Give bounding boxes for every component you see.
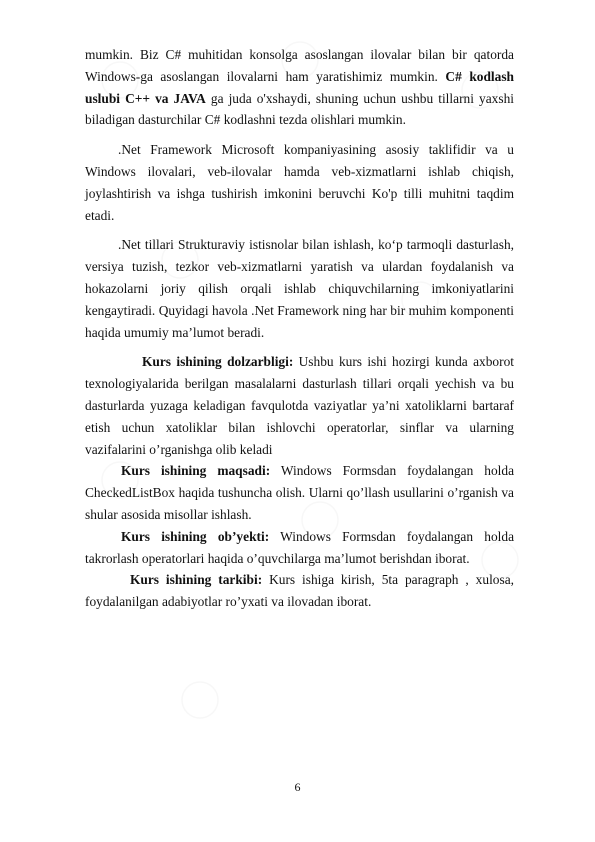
paragraph-net-framework: .Net Framework Microsoft kompaniyasining asosiy taklifidir va u Windows ilovalari, veb-ilovalar hamda veb-xizmatlarni ishlab chiqish, joylashtirish va ishga tushirish imkonini beruvchi Ko'p tilli muhitni taqdim etadi. [85, 142, 514, 223]
structure-heading: Kurs ishining tarkibi: [130, 572, 263, 588]
paragraph-object: Kurs ishining ob’yekti: Windows Formsdan foydalangan holda takrorlash operatorlari haqida o’quvchilarga ma’lumot berishdan iborat. [85, 528, 515, 566]
goal-heading: Kurs ishining maqsadi: [121, 463, 271, 479]
paragraph-relevance: Kurs ishining dolzarbligi: Ushbu kurs ishi hozirgi kunda axborot texnologiyalarida berilgan masalalarni dasturlash tillari orqali yechish va bu dasturlarda yuzaga keladigan favqulotda vaziyatlar ya’ni xatoliklarni bartaraf etish uchun xatoliklar bilan ishlovchi operatorlar, sinflar va ularning vazifalarini o’rganishga olib keladi [85, 354, 514, 457]
document-body [85, 44, 514, 613]
object-heading: Kurs ishining ob’yekti: [121, 528, 270, 544]
paragraph-intro: mumkin. Biz C# muhitidan konsolga asoslangan ilovalar bilan bir qatorda Windows-ga asoslangan ilovalarni ham yaratishimiz mumkin. C# kodlash uslubi C++ va JAVA ga juda o'xshaydi, shuning uchun ushbu tillarni yaxshi biladigan dasturchilar C# kodlashni tezda olishlari mumkin. [85, 47, 514, 128]
page-number: 6 [294, 780, 301, 794]
relevance-heading: Kurs ishining dolzarbligi: [142, 354, 294, 370]
paragraph-net-languages: .Net tillari Strukturaviy istisnolar bilan ishlash, ko‘p tarmoqli dasturlash, versiya tuzish, tezkor veb-xizmatlarni yaratish va ulardan foydalanish va hokazolarni joriy qilish orqali ishlab chiquvchilarning imkoniyatlarini kengaytiradi. Quyidagi havola .Net Framework ning har bir muhim komponenti haqida umumiy ma’lumot beradi. [85, 237, 514, 340]
paragraph-structure: Kurs ishining tarkibi: Kurs ishiga kirish, 5ta paragraph , xulosa, foydalanilgan adabiyotlar ro’yxati va ilovadan iborat. [85, 572, 514, 610]
bold-phrase: C# kodlash uslubi C++ va JAVA [85, 68, 514, 106]
paragraph-goal: Kurs ishining maqsadi: Windows Formsdan foydalangan holda CheckedListBox haqida tushuncha olish. Ularni qo’llash usullarini o’rganish va shular asosida misollar ishlash. [85, 463, 515, 522]
